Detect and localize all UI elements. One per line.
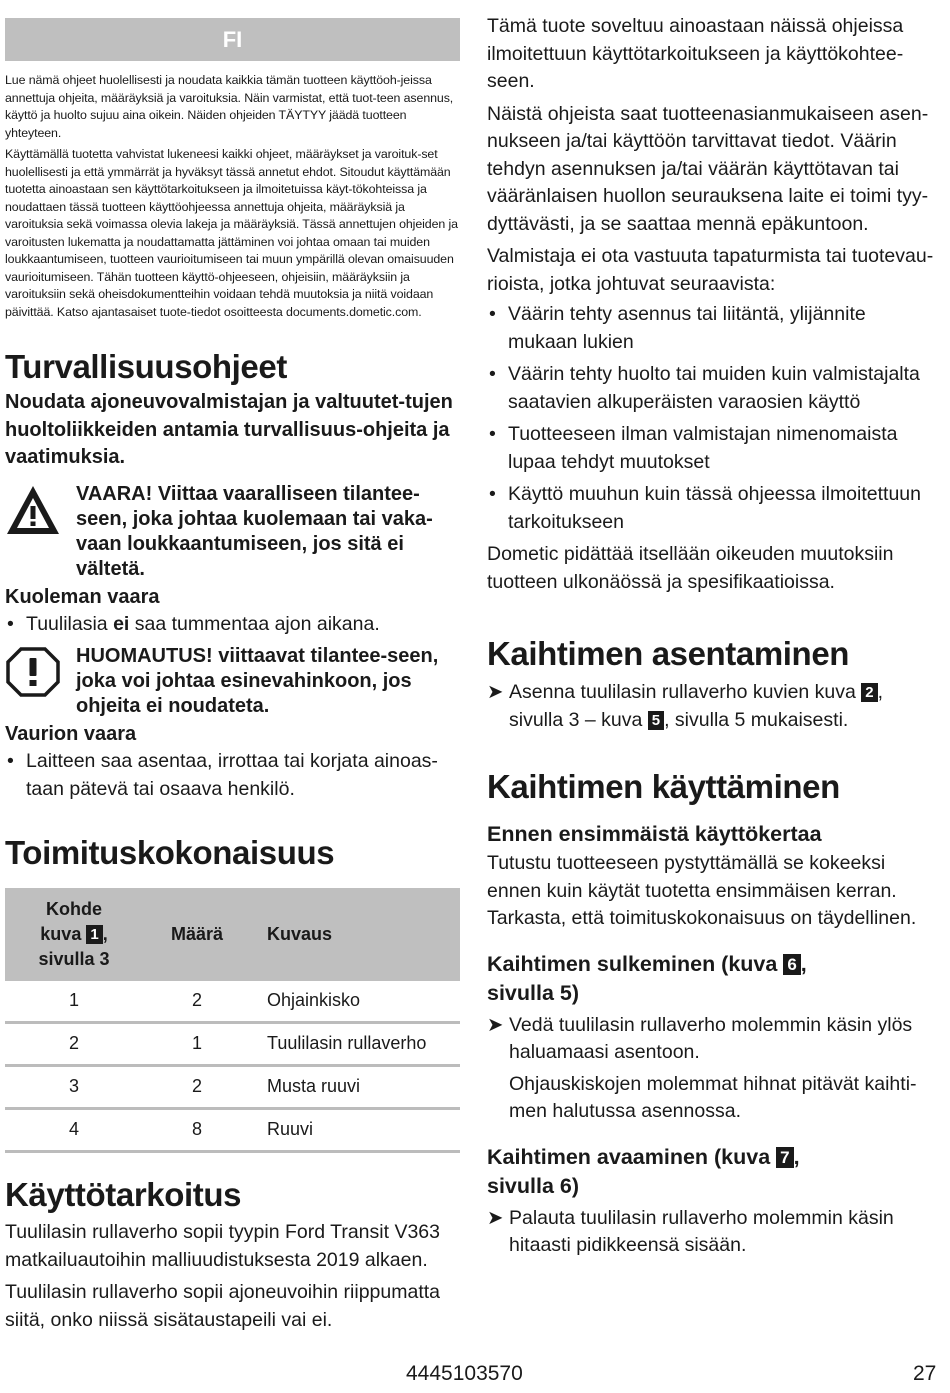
figure-badge: 5 — [648, 711, 664, 730]
damage-risk-list — [5, 748, 460, 803]
document-number: 4445103570 — [406, 1362, 523, 1385]
intro-text — [5, 72, 460, 321]
opening-heading: Kaihtimen avaaminen (kuva 7 , sivulla 6) — [487, 1144, 800, 1198]
arrow-icon: ➤ — [487, 681, 504, 703]
closing-heading: Kaihtimen sulkeminen (kuva 6 , sivulla 5) — [487, 951, 807, 1005]
list-item: • Tuulilasia ei saa tummentaa ajon aikana. — [5, 611, 460, 639]
intended-paragraph-1: Tuulilasin rullaverho sopii tyypin Ford Transit V363 matkailuautoihin malliuudistuksesta 2019 alkaen. — [5, 1221, 440, 1271]
language-bar: FI — [5, 18, 460, 61]
scope-table — [5, 888, 460, 1153]
opening-step: ➤ Palauta tuulilasin rullaverho molemmin käsin hitaasti pidikkeensä sisään. — [487, 1206, 894, 1256]
danger-text: VAARA! Viittaa vaaralliseen tilantee-seen, joka johtaa kuolemaan tai vaka-vaan loukkaantumiseen, jos sitä ei vältetä. — [76, 482, 433, 580]
caution-notice — [5, 644, 460, 719]
table-header-row — [5, 888, 460, 981]
first-use-text: Tutustu tuotteeseen pystyttämällä se kokeeksi ennen kuin käytät tuotetta ensimmäisen kerran. Tarkasta, että toimituskokonaisuus on täydellinen. — [487, 852, 917, 929]
scope-title: Toimituskokonaisuus — [5, 834, 335, 871]
intro-paragraph-2: Käyttämällä tuotetta vahvistat lukeneesi kaikki ohjeet, määräykset ja varoituk-set huolellisesti ja että ymmärrät ja hyväksyt tässä annetut ehdot. Sitoudut käyttämään tuotetta ainoastaan sen käyttötarkoitukseen ja ilmoitetuissa käyt-tökohteissa ja noudattaen tässä tuotteen käyttöohjeessa annettuja ohjeita, määräyksiä ja varoituksia sekä voimassa olevia lakeja ja määräyksiä. Tässä annettujen ohjeiden ja varoitusten lukematta ja noudattamatta jättäminen voi johtaa omaan tai muiden loukkaantumiseen, tuotteen vaurioitumiseen tai muun ympärillä olevan omaisuuden vaurioitumiseen. Tähän tuotteen käyttö-ohjeeseen, ohjeisiin, määräyksiin ja varoituksiin sekä oheisdokumentteihin voidaan tehdä muutoksia ja niitä voidaan päivittää. Katso ajantasaiset tuote-tiedot osoitteesta documents.dometic.com. — [5, 147, 458, 319]
intro-paragraph-1: Lue nämä ohjeet huolellisesti ja noudata kaikkia tämän tuotteen käyttöoh-jeissa annettuja ohjeita, määräyksiä ja varoituksia. Näin varmistat, että tuot-teen asennus, käyttö ja huolto sujuu aina oikein. Näiden ohjeiden TÄYTYY jäädä tuotteen yhteyteen. — [5, 73, 454, 140]
install-step: ➤ Asenna tuulilasin rullaverho kuvien kuva 2 , sivulla 3 – kuva 5 , sivulla 5 mukaisesti. — [487, 681, 884, 731]
install-title: Kaihtimen asentaminen — [487, 635, 850, 672]
intended-paragraph-5: Valmistaja ei ota vastuuta tapaturmista tai tuotevau-rioista, jotka johtuvat seuraavista: — [487, 245, 934, 295]
safety-lead: Noudata ajoneuvovalmistajan ja valtuutet-tujen huoltoliikkeiden antamia turvallisuus-ohjeita ja vaatimuksia. — [5, 391, 453, 468]
right-column — [487, 0, 937, 1260]
intended-paragraph-3: Tämä tuote soveltuu ainoastaan näissä ohjeissa ilmoitettuun käyttötarkoitukseen ja käyttökohtee-seen. — [487, 15, 904, 92]
figure-badge: 1 — [86, 925, 102, 944]
intended-paragraph-4: Näistä ohjeista saat tuotteenasianmukaiseen asen-nukseen ja/tai käyttöön tarvittavat tiedot. Väärin tehdyn asennuksen ja/tai väärän käyttötavan tai vääränlaisen huollon seurauksena laite ei toimi tyy-dyttävästi, ja se saattaa mennä epäkuntoon. — [487, 102, 929, 235]
danger-notice — [5, 482, 460, 582]
first-use-heading: Ennen ensimmäistä käyttökertaa — [487, 822, 822, 846]
figure-badge: 6 — [783, 954, 800, 975]
warning-triangle-icon — [5, 484, 61, 536]
use-title: Kaihtimen käyttäminen — [487, 768, 840, 805]
intended-paragraph-6: Dometic pidättää itsellään oikeuden muutoksiin tuotteen ulkonäössä ja spesifikaatioissa. — [487, 543, 894, 593]
left-column — [5, 0, 460, 1334]
table-row: 4 8 Ruuvi — [5, 1109, 460, 1152]
col-header-qty: Määrä — [143, 888, 251, 981]
table-row: 3 2 Musta ruuvi — [5, 1066, 460, 1109]
col-header-desc: Kuvaus — [251, 888, 460, 981]
list-item: • Tuotteeseen ilman valmistajan nimenomaista lupaa tehdyt muutokset — [487, 421, 937, 476]
death-risk-heading: Kuoleman vaara — [5, 585, 160, 608]
intended-paragraph-2: Tuulilasin rullaverho sopii ajoneuvoihin riippumatta siitä, onko niissä sisätaustapeili vai ei. — [5, 1281, 441, 1331]
list-item: • Väärin tehty huolto tai muiden kuin valmistajalta saatavien alkuperäisten varaosien käyttö — [487, 361, 937, 416]
col-header-item: Kohde kuva 1 , sivulla 3 — [5, 888, 143, 981]
list-item: • Väärin tehty asennus tai liitäntä, ylijännite mukaan lukien — [487, 301, 937, 356]
liability-list — [487, 301, 937, 536]
intended-use-title: Käyttötarkoitus — [5, 1176, 242, 1213]
closing-note: Ohjauskiskojen molemmat hihnat pitävät kaihti-men halutussa asennossa. — [509, 1072, 917, 1122]
notice-octagon-icon — [5, 646, 61, 698]
arrow-icon: ➤ — [487, 1013, 504, 1036]
figure-badge: 2 — [861, 683, 877, 702]
table-row: 2 1 Tuulilasin rullaverho — [5, 1023, 460, 1066]
arrow-icon: ➤ — [487, 1206, 504, 1229]
closing-step: ➤ Vedä tuulilasin rullaverho molemmin käsin ylös haluamaasi asentoon. — [487, 1013, 913, 1063]
death-risk-list — [5, 611, 460, 639]
page-number: 27 — [913, 1362, 937, 1385]
list-item: • Laitteen saa asentaa, irrottaa tai korjata ainoas-taan pätevä tai osaava henkilö. — [5, 748, 460, 803]
table-row: 1 2 Ohjainkisko — [5, 981, 460, 1023]
notice-text: HUOMAUTUS! viittaavat tilantee-seen, joka voi johtaa esinevahinkoon, jos ohjeita ei noudateta. — [76, 645, 439, 717]
damage-risk-heading: Vaurion vaara — [5, 723, 137, 745]
list-item: • Käyttö muuhun kuin tässä ohjeessa ilmoitettuun tarkoitukseen — [487, 481, 937, 536]
figure-badge: 7 — [776, 1147, 793, 1168]
safety-title: Turvallisuusohjeet — [5, 348, 287, 385]
